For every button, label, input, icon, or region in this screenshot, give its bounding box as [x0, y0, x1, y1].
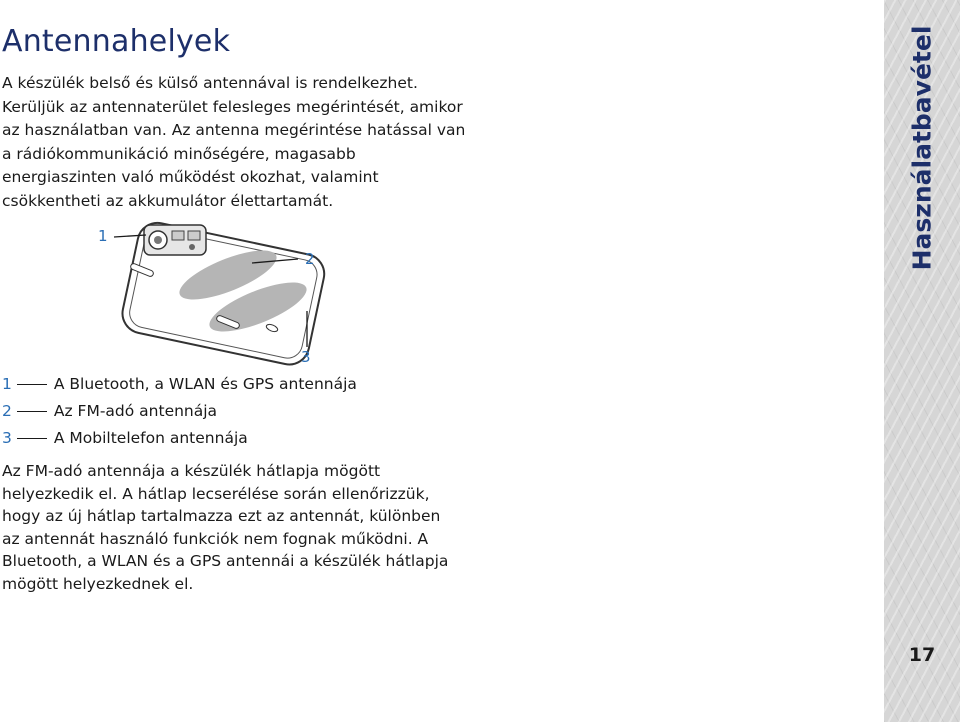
legend-item	[2, 372, 462, 399]
legend-item	[2, 426, 462, 453]
page-title: Antennahelyek	[2, 24, 231, 59]
callout-3: 3	[301, 348, 311, 366]
legend-list	[2, 372, 462, 453]
legend-dash	[17, 411, 47, 412]
legend-number: 1	[2, 375, 12, 393]
legend-number: 2	[2, 402, 12, 420]
section-label: Használatbavétel	[907, 25, 937, 271]
legend-item	[2, 399, 462, 426]
callout-1: 1	[98, 227, 108, 245]
legend-dash	[17, 384, 47, 385]
legend-text: Az FM-adó antennája	[53, 402, 218, 420]
intro-paragraph: A készülék belső és külső antennával is rendelkezhet. Kerüljük az antennaterület felesleges megérintését, amikor az használatban van. Az antenna megérintése hatással van a rádiókommunikáció minőségére, magasabb energiaszinten való működést okozhat, valamint csökkentheti az akkumulátor élettartamát.	[2, 74, 466, 210]
legend-number: 3	[2, 429, 12, 447]
legend-text: A Bluetooth, a WLAN és GPS antennája	[53, 375, 357, 393]
page-number: 17	[908, 644, 936, 666]
body-paragraph: Az FM-adó antennája a készülék hátlapja mögött helyezkedik el. A hátlap lecserélése során ellenőrizzük, hogy az új hátlap tartalmazza ezt az antennát, különben az antennát használó funkciók nem fognak működni. A Bluetooth, a WLAN és a GPS antennái a készülék hátlapja mögött helyezkednek el.	[2, 462, 449, 593]
legend-text: A Mobiltelefon antennája	[53, 429, 248, 447]
legend-dash	[17, 438, 47, 439]
phone-antenna-figure	[80, 215, 360, 375]
callout-2: 2	[305, 250, 315, 268]
camera-module	[144, 225, 206, 255]
